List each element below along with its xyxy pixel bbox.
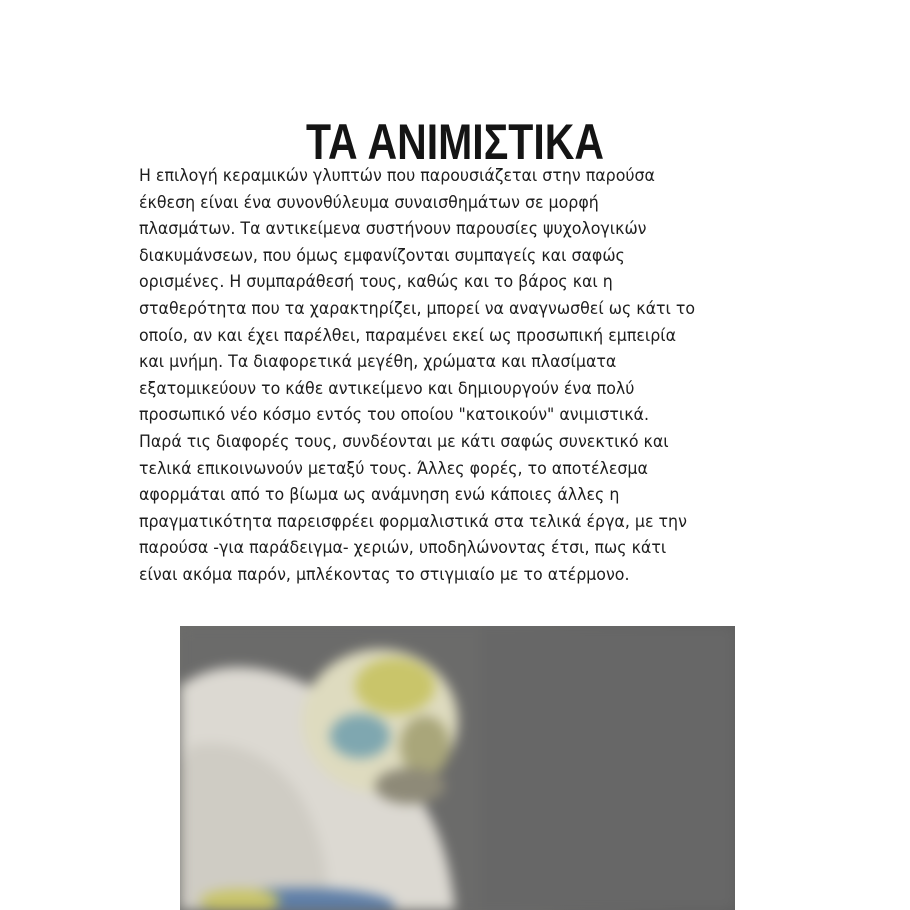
body-line: οποίο, αν και έχει παρέλθει, παραμένει εκεί ως προσωπική εμπειρία [139,325,677,346]
page-title: ΤΑ ΑΝΙΜΙΣΤΙΚΑ [306,113,604,170]
sculpture-photo [180,626,735,910]
body-line: έκθεση είναι ένα συνονθύλευμα συναισθημάτων σε μορφή [139,192,599,213]
body-line: διακυμάνσεων, που όμως εμφανίζονται συμπαγείς και σαφώς [139,245,625,266]
body-line: και μνήμη. Τα διαφορετικά μεγέθη, χρώματα και πλασίματα [139,352,617,373]
body-line: σταθερότητα που τα χαρακτηρίζει, μπορεί να αναγνωσθεί ως κάτι το [139,298,696,319]
photo-wall [480,626,735,910]
body-line: προσωπικό νέο κόσμο εντός του οποίου "κατοικούν" ανιμιστικά. [139,405,650,426]
body-line: παρούσα -για παράδειγμα- χεριών, υποδηλώνοντας έτσι, πως κάτι [139,538,667,559]
pattern-olive [400,716,450,776]
body-line: Παρά τις διαφορές τους, συνδέονται με κάτι σαφώς συνεκτικό και [139,431,669,452]
pattern-yellow [355,658,435,714]
body-line: αφορμάται από το βίωμα ως ανάμνηση ενώ κάποιες άλλες η [139,485,620,506]
body-line: ορισμένες. Η συμπαράθεσή τους, καθώς και το βάρος και η [139,272,613,293]
pattern-blue [330,714,390,758]
sculpture-image [180,626,735,910]
body-line: εξατομικεύουν το κάθε αντικείμενο και δημιουργούν ένα πολύ [139,378,635,399]
body-line: πραγματικότητα παρεισφρέει φορμαλιστικά στα τελικά έργα, με την [139,511,687,532]
body-line: πλασμάτων. Τα αντικείμενα συστήνουν παρουσίες ψυχολογικών [139,219,647,240]
body-line: είναι ακόμα παρόν, μπλέκοντας το στιγμιαίο με το ατέρμονο. [139,564,630,585]
body-line: Η επιλογή κεραμικών γλυπτών που παρουσιάζεται στην παρούσα [139,166,655,186]
pattern-dark [375,768,445,804]
body-line: τελικά επικοινωνούν μεταξύ τους. Άλλες φορές, το αποτέλεσμα [139,458,648,479]
body-text [139,163,759,589]
